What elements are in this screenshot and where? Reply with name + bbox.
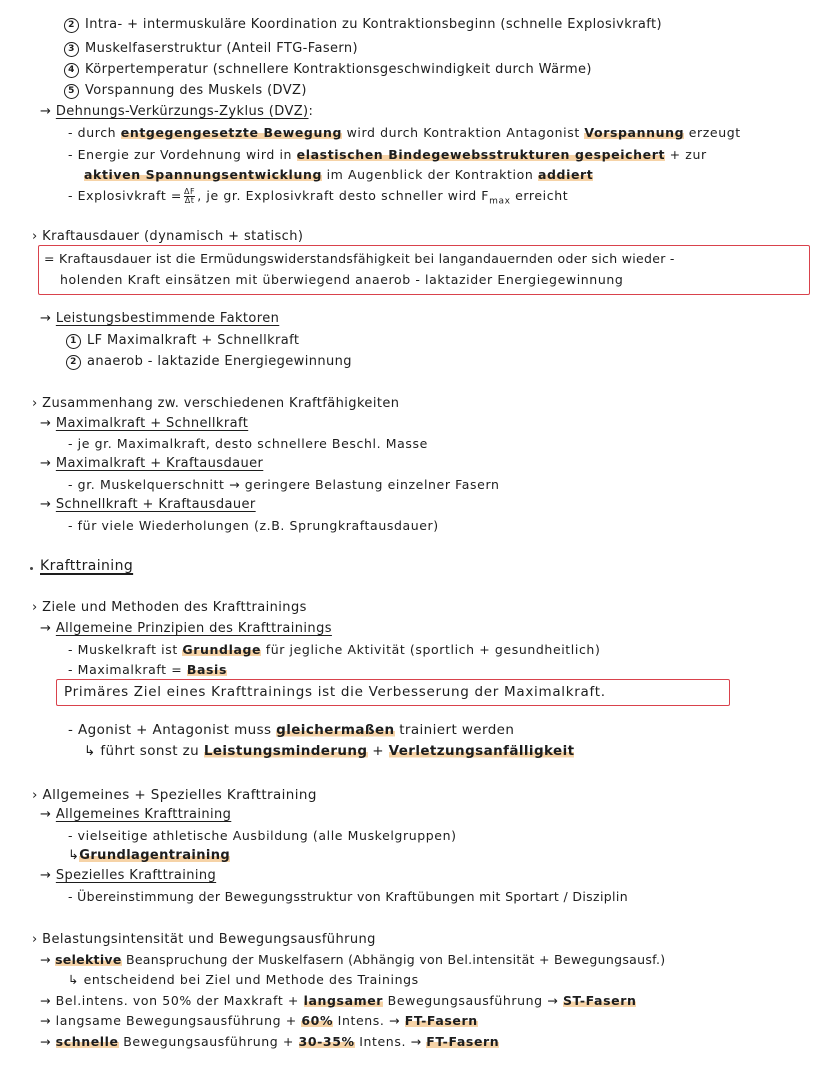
selektive-highlight: selektive — [55, 952, 122, 967]
factor-1 — [66, 333, 299, 349]
ziele-title: Ziele und Methoden des Krafttrainings — [42, 600, 307, 615]
ziele-heading — [32, 600, 307, 616]
dvz-b1-text-a: - durch — [68, 125, 117, 140]
item-5-text: Vorspannung des Muskels (DVZ) — [85, 83, 307, 98]
dvz-colon: : — [308, 104, 314, 119]
belastung-line-4-text-b: Intens. → — [337, 1013, 401, 1028]
arrow-icon: → — [40, 1034, 52, 1049]
dvz-b1-highlight-1: entgegengesetzte Bewegung — [120, 125, 343, 140]
zusammenhang-sub-3-title: Schnellkraft + Kraftausdauer — [55, 497, 256, 512]
prinzipien-title: Allgemeine Prinzipien des Krafttrainings — [55, 621, 332, 636]
zusammenhang-sub-1-heading — [40, 416, 248, 432]
prinzip-1-text-a: - Muskelkraft ist — [68, 642, 178, 657]
prinzip-2 — [68, 662, 227, 678]
item-2-text: Intra- + intermuskuläre Koordination zu Kontraktionsbeginn (schnelle Explosivkraft) — [85, 17, 662, 32]
schnelle-highlight: schnelle — [55, 1034, 119, 1049]
list-item-5 — [64, 83, 307, 99]
allgemein-sub-1-text: - vielseitige athletische Ausbildung (alle Muskelgruppen) — [68, 828, 457, 843]
dvz-title: Dehnungs-Verkürzungs-Zyklus (DVZ) — [55, 104, 309, 119]
krafttraining-title: Krafttraining — [40, 558, 134, 574]
prinzip-2-text-a: - Maximalkraft = — [68, 662, 183, 677]
return-arrow-icon: ↳ — [68, 848, 80, 863]
kraftausdauer-heading — [32, 229, 303, 245]
factors-heading — [40, 311, 279, 327]
sixty-percent-highlight: 60% — [301, 1013, 334, 1028]
arrow-icon: → — [40, 416, 52, 431]
chevron-right-icon: › — [32, 787, 38, 803]
number-circle-5: 5 — [64, 84, 79, 99]
chevron-right-icon: › — [32, 396, 38, 411]
thirty-percent-highlight: 30-35% — [298, 1034, 355, 1049]
belastung-line-4-text-a: langsame Bewegungsausführung + — [55, 1013, 297, 1028]
delta-fraction — [184, 188, 195, 205]
definition-line-1: = Kraftausdauer ist die Ermüdungswiderstandsfähigkeit bei langandauernden oder sich wieder - — [44, 251, 675, 266]
number-circle-1: 1 — [66, 334, 81, 349]
dvz-b3-text-c: erreicht — [515, 188, 569, 203]
langsamer-highlight: langsamer — [303, 993, 384, 1008]
prinzip-1 — [68, 642, 600, 658]
arrow-icon: → — [40, 993, 52, 1008]
allgemein-title: Allgemeines + Spezielles Krafttraining — [42, 787, 317, 803]
dvz-b2-text-d: im Augenblick der Kontraktion — [326, 167, 534, 182]
dvz-b3-text-a: - Explosivkraft = — [68, 188, 182, 203]
factor-2-text: anaerob - laktazide Energiegewinnung — [87, 354, 352, 369]
belastung-line-2: ↳ entscheidend bei Ziel und Methode des Trainings — [68, 972, 419, 987]
chevron-right-icon: › — [32, 932, 38, 947]
prinzip-2-highlight: Basis — [186, 662, 227, 677]
prinzip-4-text-a: ↳ führt sonst zu — [84, 743, 200, 759]
zusammenhang-title: Zusammenhang zw. verschiedenen Kraftfähigkeiten — [42, 396, 400, 411]
krafttraining-heading — [40, 558, 133, 574]
item-4-text: Körpertemperatur (schnellere Kontraktionsgeschwindigkeit durch Wärme) — [85, 62, 592, 77]
arrow-icon: → — [40, 952, 51, 967]
arrow-icon: → — [40, 456, 52, 471]
dvz-bullet-2 — [68, 147, 707, 163]
number-circle-3: 3 — [64, 42, 79, 57]
prinzip-3-text-b: trainiert werden — [399, 722, 515, 738]
fmax-subscript: max — [489, 196, 511, 207]
dvz-b3-text-b: , je gr. Explosivkraft desto schneller wird F — [197, 188, 490, 203]
belastung-line-5-text-a: Bewegungsausführung + — [123, 1034, 294, 1049]
fraction-denominator: Δt — [184, 196, 195, 205]
zusammenhang-sub-1-text: - je gr. Maximalkraft, desto schnellere Beschl. Masse — [68, 436, 428, 451]
dvz-b1-text-c: erzeugt — [688, 125, 741, 140]
allgemein-heading — [32, 787, 317, 803]
definition-line-2: holenden Kraft einsätzen mit überwiegend anaerob - laktazider Energiegewinnung — [60, 272, 624, 287]
allgemein-sub-1-title: Allgemeines Krafttraining — [55, 807, 232, 822]
zusammenhang-sub-1-title: Maximalkraft + Schnellkraft — [55, 416, 249, 431]
belastung-heading — [32, 932, 376, 948]
allgemein-sub-1-result — [68, 848, 230, 864]
dvz-b2-highlight-1: elastischen Bindegewebsstrukturen gespeichert — [296, 147, 666, 162]
chevron-right-icon: › — [32, 600, 38, 615]
zusammenhang-sub-3-heading — [40, 497, 256, 513]
dvz-heading — [40, 104, 313, 120]
zusammenhang-sub-3-text: - für viele Wiederholungen (z.B. Sprungkraftausdauer) — [68, 518, 439, 533]
belastung-line-3-text-a: Bel.intens. von 50% der Maxkraft + — [55, 993, 299, 1008]
list-item-3 — [64, 41, 358, 57]
belastung-line-1-text: Beanspruchung der Muskelfasern (Abhängig von Bel.intensität + Bewegungsausf.) — [125, 952, 666, 967]
allgemein-sub-2-heading — [40, 868, 216, 884]
allgemein-sub-2-text: - Übereinstimmung der Bewegungsstruktur von Kraftübungen mit Sportart / Disziplin — [68, 889, 628, 904]
list-item-4 — [64, 62, 592, 78]
dvz-bullet-2-cont — [84, 167, 593, 183]
prinzip-3 — [68, 722, 514, 738]
prinzip-1-highlight: Grundlage — [182, 642, 262, 657]
ft-fasern-highlight: FT-Fasern — [404, 1013, 478, 1028]
prinzip-4-highlight-2: Verletzungsanfälligkeit — [388, 743, 575, 759]
number-circle-4: 4 — [64, 63, 79, 78]
factor-2 — [66, 354, 352, 370]
kraftausdauer-title: Kraftausdauer (dynamisch + statisch) — [42, 229, 304, 244]
dvz-b2-highlight-3: addiert — [537, 167, 594, 182]
belastung-line-5-text-b: Intens. → — [359, 1034, 422, 1049]
allgemein-sub-2-title: Spezielles Krafttraining — [55, 868, 217, 883]
ft-fasern-highlight: FT-Fasern — [426, 1034, 500, 1049]
prinzip-1-text-b: für jegliche Aktivität (sportlich + gesundheitlich) — [265, 642, 601, 657]
fraction-numerator: ΔF — [183, 187, 196, 196]
belastung-title: Belastungsintensität und Bewegungsausführung — [42, 932, 376, 947]
number-circle-2: 2 — [64, 18, 79, 33]
chevron-right-icon: › — [32, 229, 38, 244]
dvz-b2-text-b: + zur — [669, 147, 707, 162]
arrow-icon: → — [40, 497, 52, 512]
arrow-icon: → — [40, 807, 52, 822]
prinzipien-heading — [40, 621, 332, 637]
st-fasern-highlight: ST-Fasern — [562, 993, 637, 1008]
number-circle-2: 2 — [66, 355, 81, 370]
allgemein-sub-1-heading — [40, 807, 231, 823]
dvz-bullet-3 — [68, 188, 568, 210]
belastung-line-1 — [40, 952, 665, 968]
grundlagentraining-highlight: Grundlagentraining — [79, 848, 231, 863]
dvz-bullet-1 — [68, 125, 741, 141]
prinzip-4-highlight-1: Leistungsminderung — [203, 743, 368, 759]
dvz-b1-highlight-2: Vorspannung — [584, 125, 685, 140]
prinzip-3-text-a: - Agonist + Antagonist muss — [68, 722, 272, 738]
arrow-icon: → — [40, 311, 52, 326]
zusammenhang-heading — [32, 396, 399, 412]
bullet-dot — [30, 567, 33, 570]
factors-title: Leistungsbestimmende Faktoren — [55, 311, 280, 326]
prinzip-3-highlight: gleichermaßen — [276, 722, 395, 738]
belastung-line-4 — [40, 1013, 478, 1029]
belastung-line-3 — [40, 993, 636, 1009]
arrow-icon: → — [40, 104, 52, 119]
factor-1-text: LF Maximalkraft + Schnellkraft — [87, 333, 300, 348]
dvz-b2-text-a: - Energie zur Vordehnung wird in — [68, 147, 293, 162]
arrow-icon: → — [40, 868, 52, 883]
list-item-2 — [64, 17, 662, 33]
zusammenhang-sub-2-title: Maximalkraft + Kraftausdauer — [55, 456, 264, 471]
dvz-b2-highlight-2: aktiven Spannungsentwicklung — [84, 167, 322, 182]
item-3-text: Muskelfaserstruktur (Anteil FTG-Fasern) — [85, 41, 359, 56]
arrow-icon: → — [40, 621, 52, 636]
zusammenhang-sub-2-text: - gr. Muskelquerschnitt → geringere Belastung einzelner Fasern — [68, 477, 500, 492]
arrow-icon: → — [40, 1013, 52, 1028]
belastung-line-3-text-b: Bewegungsausführung → — [387, 993, 559, 1008]
main-goal-text: Primäres Ziel eines Krafttrainings ist die Verbesserung der Maximalkraft. — [64, 684, 606, 700]
zusammenhang-sub-2-heading — [40, 456, 263, 472]
belastung-line-5 — [40, 1034, 499, 1050]
prinzip-4 — [84, 743, 574, 759]
prinzip-4-text-b: + — [372, 743, 384, 759]
dvz-b1-text-b: wird durch Kontraktion Antagonist — [346, 125, 580, 140]
